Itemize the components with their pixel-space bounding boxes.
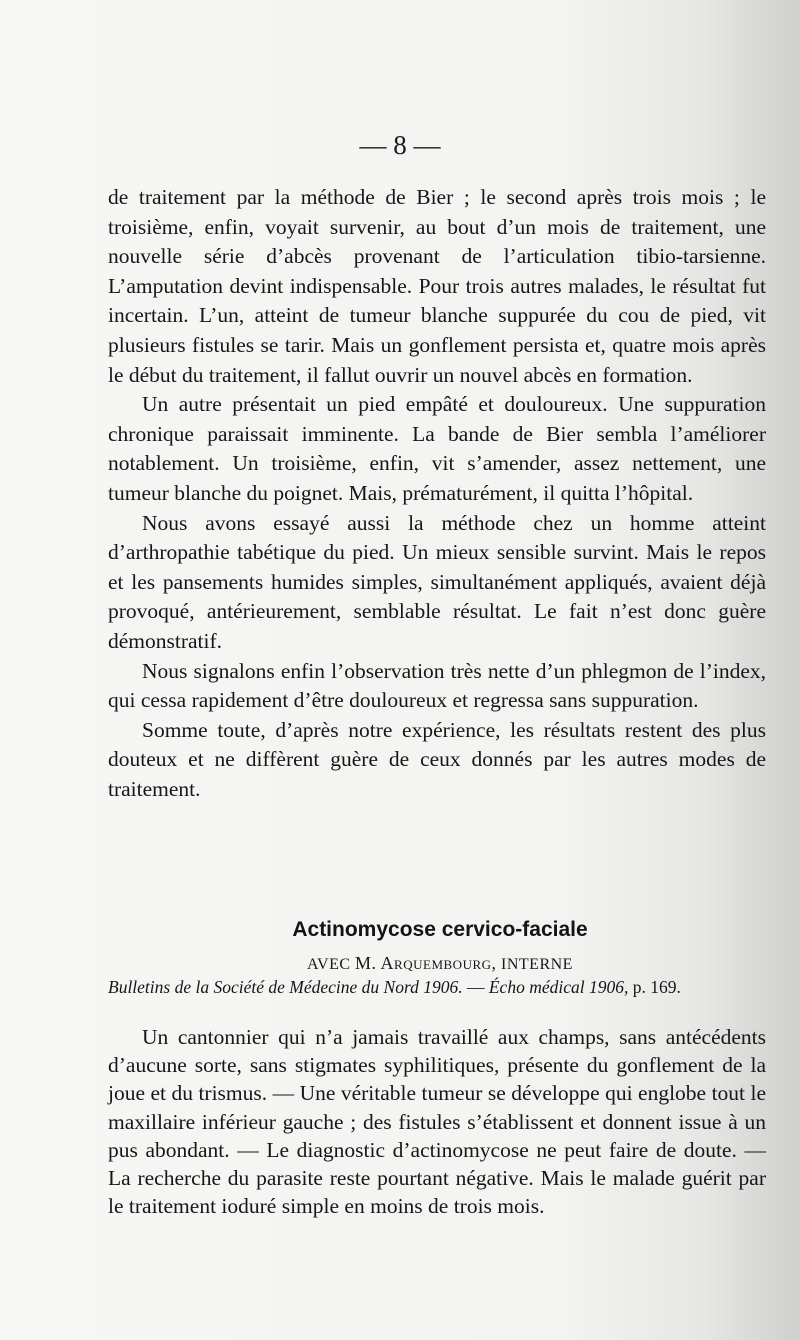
byline-name: M. Arquembourg, bbox=[355, 953, 497, 973]
body-text-part2 bbox=[108, 1023, 766, 1220]
section-citation bbox=[108, 977, 778, 998]
section-heading: Actinomycose cervico-faciale bbox=[292, 918, 588, 941]
body-text-part1 bbox=[108, 183, 766, 804]
paragraph-1: de traitement par la méthode de Bier ; le second après trois mois ; le troisième, enfin, voyait survenir, au bout d’un mois de traitement, une nouvelle série d’abcès provenant de l’articulation tibio-tarsienne. L’amputation devint indispensable. Pour trois autres malades, le résultat fut incertain. L’un, atteint de tumeur blanche suppurée du cou de pied, vit plusieurs fistules se tarir. Mais un gonflement persista et, quatre mois après le début du traitement, il fallut ouvrir un nouvel abcès en formation. bbox=[108, 185, 766, 387]
paragraph-4: Nous signalons enfin l’observation très nette d’un phlegmon de l’index, qui cessa rapidement d’être douloureux et regressa sans suppuration. bbox=[108, 658, 766, 713]
citation-journal-2: Écho médical bbox=[488, 977, 585, 997]
citation-year-2: 1906, bbox=[588, 977, 629, 997]
paragraph-2: Un autre présentait un pied empâté et douloureux. Une suppuration chronique paraissait imminente. La bande de Bier sembla l’améliorer notablement. Un troisième, enfin, vit s’amender, assez nettement, une tumeur blanche du poignet. Mais, prématurément, il quitta l’hôpital. bbox=[108, 392, 766, 505]
byline-role: INTERNE bbox=[501, 956, 573, 973]
page-number: — 8 — bbox=[359, 130, 441, 160]
paragraph-6: Un cantonnier qui n’a jamais travaillé aux champs, sans antécédents d’aucune sorte, sans stigmates syphilitiques, présente du gonflement de la joue et du trismus. — Une véritable tumeur se développe qui englobe tout le maxillaire inférieur gauche ; des fistules s’établissent et donnent issue à un pus abondant. — Le diagnostic d’actinomycose ne peut faire de doute. — La recherche du parasite reste pourtant négative. Mais le malade guérit par le traitement ioduré simple en moins de trois mois. bbox=[108, 1025, 766, 1219]
citation-separator: — bbox=[462, 977, 489, 997]
citation-year-1: 1906. bbox=[423, 977, 463, 997]
section-byline bbox=[0, 953, 800, 974]
paragraph-5: Somme toute, d’après notre expérience, les résultats restent des plus douteux et ne diffèrent guère de ceux donnés par les autres modes de traitement. bbox=[108, 717, 766, 801]
citation-page: p. 169. bbox=[632, 977, 681, 997]
paragraph-3: Nous avons essayé aussi la méthode chez un homme atteint d’arthropathie tabétique du pied. Un mieux sensible survint. Mais le repos et les pansements humides simples, simultanément appliqués, avaient déjà provoqué, antérieurement, semblable résultat. Le fait n’est donc guère démonstratif. bbox=[108, 510, 766, 653]
citation-journal-1: Bulletins de la Société de Médecine du Nord bbox=[108, 977, 419, 997]
byline-prefix: AVEC bbox=[307, 956, 351, 973]
